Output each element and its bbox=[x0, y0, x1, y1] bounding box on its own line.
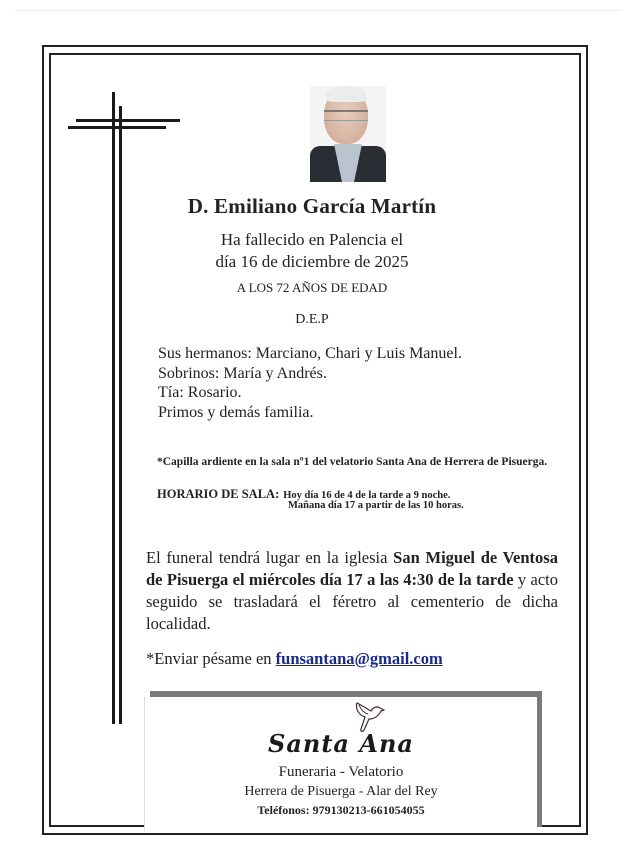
condolence-prefix: *Enviar pésame en bbox=[146, 649, 276, 668]
card-locations: Herrera de Pisuerga - Alar del Rey bbox=[244, 784, 438, 799]
funeral-location-time: San Miguel de Ventosa de Pisuerga el miércoles día 17 a las 4:30 de la tarde bbox=[146, 548, 558, 589]
cross-horizontal-bar bbox=[68, 126, 166, 129]
scan-artifact bbox=[15, 10, 620, 19]
death-notice-line: día 16 de diciembre de 2025 bbox=[215, 252, 409, 271]
cross-vertical-bar bbox=[112, 92, 115, 724]
card-phones: Teléfonos: 979130213-661054055 bbox=[257, 803, 425, 817]
schedule-tomorrow: Mañana día 17 a partir de las 10 horas. bbox=[288, 500, 464, 511]
condolence-email-link[interactable]: funsantana@gmail.com bbox=[275, 649, 443, 668]
dep-line: D.E.P bbox=[295, 312, 329, 327]
schedule-label: HORARIO DE SALA: bbox=[157, 487, 280, 501]
family-list bbox=[158, 344, 558, 422]
brand-logo-text: Santa Ana bbox=[268, 729, 414, 758]
funeral-intro: El funeral tendrá lugar en la iglesia bbox=[146, 548, 394, 567]
condolence-line bbox=[146, 649, 558, 669]
family-item: Sobrinos: María y Andrés. bbox=[158, 364, 327, 382]
card-subtitle: Funeraria - Velatorio bbox=[278, 764, 404, 780]
room-schedule bbox=[157, 485, 567, 511]
family-item: Tía: Rosario. bbox=[158, 384, 242, 401]
funeral-rest: y acto seguido se trasladará el féretro al cementerio de dicha localidad. bbox=[146, 570, 559, 633]
death-notice bbox=[0, 229, 624, 273]
deceased-photo bbox=[310, 86, 386, 182]
family-item: Sus hermanos: Marciano, Chari y Luis Manuel. bbox=[158, 345, 462, 362]
chapel-notice: *Capilla ardiente en la sala nº1 del velatorio Santa Ana de Herrera de Pisuerga. bbox=[157, 456, 548, 468]
family-item: Primos y demás familia. bbox=[158, 403, 314, 421]
death-notice-line: Ha fallecido en Palencia el bbox=[220, 230, 404, 249]
deceased-name: D. Emiliano García Martín bbox=[187, 194, 437, 218]
schedule-today: Hoy día 16 de 4 de la tarde a 9 noche. bbox=[283, 490, 451, 501]
cross-horizontal-bar bbox=[76, 119, 180, 122]
age-line: A LOS 72 AÑOS DE EDAD bbox=[236, 280, 388, 295]
funeral-details bbox=[146, 547, 558, 635]
funeral-home-card bbox=[144, 697, 537, 831]
